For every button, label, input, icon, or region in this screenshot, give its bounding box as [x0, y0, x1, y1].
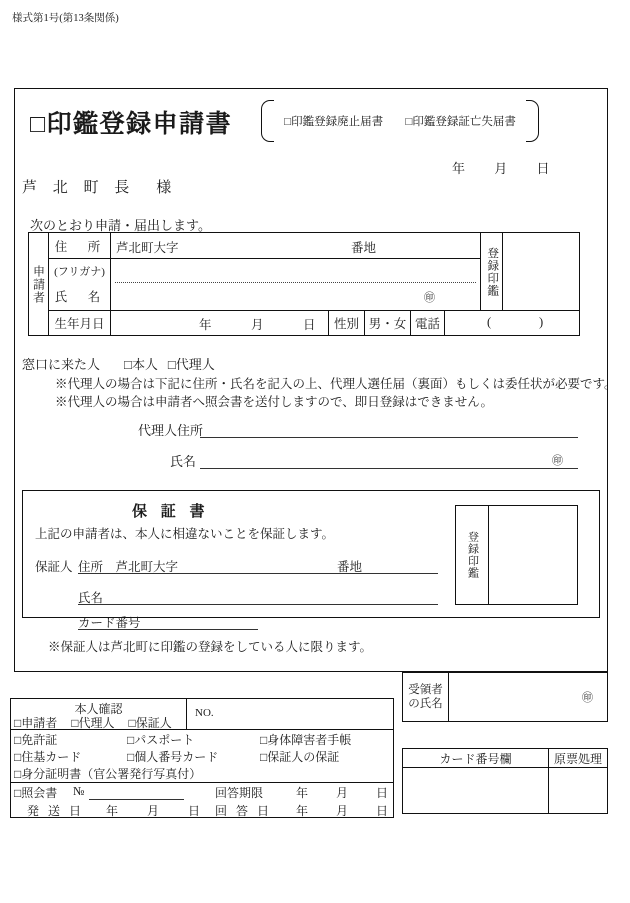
- card-number-input-area[interactable]: [403, 768, 549, 813]
- reply-date-month: 月: [336, 804, 349, 818]
- name-label-cell: 氏 名: [49, 282, 111, 311]
- visitor-note-1: ※代理人の場合は下記に住所・氏名を記入の上、代理人選任届（裏面）もしくは委任状が必要です。: [55, 377, 617, 391]
- guarantor-address-suffix: 番地: [337, 560, 363, 574]
- no-field-cell[interactable]: [187, 699, 393, 730]
- alternate-declaration-bracket: [261, 100, 539, 142]
- guarantee-title: 保 証 書: [132, 504, 210, 520]
- no-label: NO.: [195, 707, 214, 719]
- birth-month-label: 月: [251, 318, 264, 332]
- guarantor-seal-box[interactable]: [455, 505, 578, 605]
- checkbox-self[interactable]: □本人: [124, 357, 158, 372]
- checkbox-juki-card[interactable]: □住基カード: [14, 750, 82, 764]
- original-slip-header: 原票処理: [549, 749, 607, 768]
- phone-value-cell[interactable]: [445, 311, 579, 335]
- card-number-header: カード番号欄: [403, 749, 549, 768]
- reply-deadline-month: 月: [336, 786, 349, 800]
- checkbox-verify-applicant[interactable]: □申請者: [14, 716, 58, 730]
- send-date-label: 発 送 日: [27, 804, 85, 818]
- furigana-label-cell: (フリガナ): [49, 259, 111, 282]
- bracket-right: [526, 100, 539, 142]
- receiver-label-line2: の氏名: [408, 698, 443, 710]
- receiver-label-line1: 受領者: [408, 683, 443, 696]
- gender-value-cell[interactable]: 男・女: [365, 311, 411, 335]
- inquiry-cell: [11, 783, 393, 817]
- agent-address-label: 代理人住所: [138, 423, 204, 438]
- guarantor-card-label: カード番号: [78, 616, 141, 630]
- guarantor-seal-label: 登録印鑑: [456, 506, 489, 604]
- phone-label-cell: 電話: [411, 311, 445, 335]
- furigana-separator: [115, 282, 476, 283]
- date-day-label: 日: [536, 161, 550, 176]
- phone-paren-close: ): [539, 315, 544, 329]
- agent-seal-mark: ㊞: [552, 455, 563, 467]
- registered-seal-area[interactable]: [503, 233, 579, 311]
- checkbox-drivers-license[interactable]: □免許証: [14, 733, 58, 747]
- document-options-row-3: [14, 765, 201, 782]
- birth-label-cell: 生年月日: [49, 311, 111, 335]
- checkbox-inquiry-document[interactable]: □照会書: [14, 786, 58, 800]
- checkbox-disability-booklet[interactable]: □身体障害者手帳: [260, 733, 352, 747]
- guarantor-address-label: 住所 芦北町大字: [78, 560, 179, 574]
- guarantor-card-rule[interactable]: [78, 629, 258, 630]
- checkbox-guarantor-guarantee[interactable]: □保証人の保証: [260, 750, 340, 764]
- name-value-cell[interactable]: [111, 259, 481, 311]
- card-number-table: [402, 748, 608, 814]
- submission-date: [452, 158, 550, 177]
- applicant-side-label: 申請者: [29, 233, 49, 335]
- visitor-row: [22, 354, 215, 373]
- checkbox-verify-guarantor[interactable]: □保証人: [128, 716, 172, 730]
- visitor-note-2: ※代理人の場合は申請者へ照会書を送付しますので、即日登録はできません。: [55, 395, 494, 409]
- date-month-label: 月: [494, 161, 508, 176]
- gender-label-cell: 性別: [329, 311, 365, 335]
- visitor-label: 窓口に来た人: [22, 357, 101, 372]
- checkbox-verify-agent[interactable]: □代理人: [71, 716, 115, 730]
- applicant-table: [28, 232, 580, 336]
- admin-verification-table: [10, 698, 394, 818]
- guarantor-name-label: 氏名: [78, 591, 104, 605]
- reply-date-day: 日: [376, 804, 389, 818]
- reply-deadline-day: 日: [376, 786, 389, 800]
- date-year-label: 年: [452, 161, 466, 176]
- agent-name-label: 氏名: [170, 454, 197, 469]
- inquiry-no-rule[interactable]: [89, 799, 184, 800]
- document-options-cell: [11, 730, 393, 783]
- document-options-row-2: [14, 748, 339, 765]
- checkbox-abolition-notice[interactable]: □印鑑登録廃止届書: [284, 116, 384, 128]
- reply-deadline-label: 回答期限: [215, 786, 264, 800]
- applicant-seal-mark: ㊞: [424, 292, 435, 304]
- page-title: □印鑑登録申請書: [30, 111, 233, 138]
- checkbox-mynumber-card[interactable]: □個人番号カード: [127, 750, 219, 764]
- send-date-year: 年: [106, 804, 119, 818]
- send-date-day: 日: [188, 804, 201, 818]
- agent-name-rule[interactable]: [200, 468, 578, 469]
- birth-year-label: 年: [199, 318, 212, 332]
- checkbox-passport[interactable]: □パスポート: [127, 733, 195, 747]
- agent-address-rule[interactable]: [200, 437, 578, 438]
- receiver-seal-mark: ㊞: [582, 692, 593, 704]
- birth-day-label: 日: [303, 318, 316, 332]
- guarantor-address-rule[interactable]: [78, 573, 438, 574]
- identity-check-cell: [11, 699, 187, 730]
- guarantee-footnote: ※保証人は芦北町に印鑑の登録をしている人に限ります。: [48, 640, 373, 654]
- address-label-cell: 住 所: [49, 233, 111, 259]
- checkbox-agent[interactable]: □代理人: [167, 357, 215, 372]
- identity-check-options: [14, 714, 172, 731]
- checkbox-identity-certificate[interactable]: □身分証明書（官公署発行写真付）: [14, 767, 202, 781]
- identity-check-title: 本人確認: [74, 702, 123, 716]
- guarantor-label: 保証人: [35, 560, 73, 574]
- receiver-label: [403, 673, 449, 721]
- address-value-cell[interactable]: [111, 233, 481, 259]
- registered-seal-label: 登録印鑑: [481, 233, 503, 311]
- document-options-row-1: [14, 731, 351, 748]
- send-date-month: 月: [147, 804, 160, 818]
- guarantor-name-rule[interactable]: [78, 604, 438, 605]
- reply-deadline-year: 年: [296, 786, 309, 800]
- guarantee-statement: 上記の申請者は、本人に相違ないことを保証します。: [35, 527, 335, 541]
- reply-date-year: 年: [296, 804, 309, 818]
- reply-date-label: 回 答 日: [215, 804, 273, 818]
- inquiry-no-label: №: [73, 784, 85, 798]
- form-number: 様式第1号(第13条関係): [12, 13, 119, 24]
- birthdate-value-cell[interactable]: [111, 311, 329, 335]
- intro-text: 次のとおり申請・届出します。: [30, 218, 211, 233]
- addressee: 芦 北 町 長 様: [22, 180, 178, 196]
- phone-paren-open: (: [487, 315, 492, 329]
- checkbox-loss-notice[interactable]: □印鑑登録証亡失届書: [405, 116, 516, 128]
- address-suffix: 番地: [351, 241, 377, 255]
- address-prefix: 芦北町大字: [116, 241, 179, 255]
- receiver-box: [402, 672, 608, 722]
